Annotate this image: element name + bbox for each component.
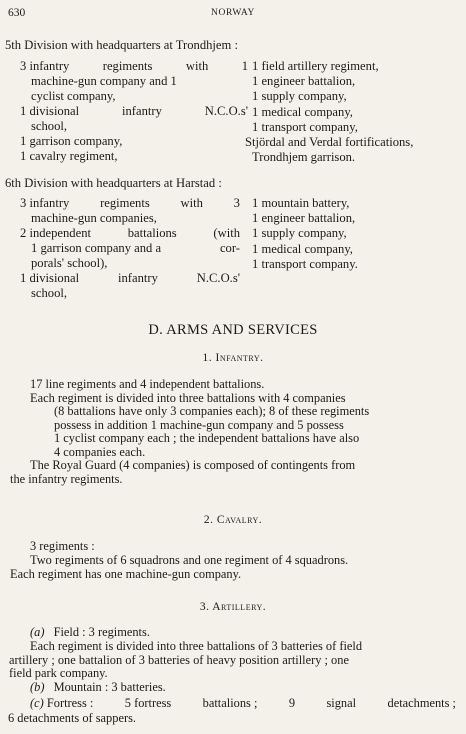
artillery-c-line-2: 6 detachments of sappers. [8,711,136,725]
cavalry-heading: 2. Cavalry. [203,514,263,526]
div6-left-line-4: 1 garrison company and a cor- [31,241,240,255]
div6-left-line-3: 2 independent battalions (with [20,226,240,240]
div5-left-line-1: 3 infantry regiments with 1 [20,59,248,73]
artillery-text: (a) Field : 3 regiments. Each regiment is divided into three battalions of 3 batteries of field artillery ; one battalion of 3 batteries of heavy position artillery ; one field park company. (b) Mountain : 3 batteries. [9,625,363,695]
div6-left-line-5: porals' school), [31,256,108,270]
artillery-b: (b) Mountain : 3 batteries. [30,680,166,695]
page-header [8,7,458,23]
artillery-a: (a) Field : 3 regiments. [30,625,150,639]
infantry-heading: 1. Infantry. [202,352,264,364]
div6-heading: 6th Division with headquarters at Harstad : [5,176,222,190]
div6-left-line-1: 3 infantry regiments with 3 [20,196,240,210]
artillery-heading: 3. Artillery. [199,601,267,613]
div5-heading: 5th Division with headquarters at Trondhjem : [5,38,238,52]
div5-left-line-4: 1 divisional infantry N.C.O.s' [20,104,248,118]
div5-right-list: 1 field artillery regiment, 1 engineer battalion, 1 supply company, 1 medical company, 1 transport company, Stjördal and Verdal fortifications, Trondhjem garrison. [245,59,414,165]
div5-left-list-2: school, 1 garrison company, 1 cavalry regiment, [20,119,123,164]
cavalry-text: 3 regiments : Two regiments of 6 squadrons and one regiment of 4 squadrons. Each regiment has one machine-gun company. [10,539,349,581]
section-title: D. ARMS AND SERVICES [148,322,318,338]
running-title: NORWAY [211,8,255,18]
div6-right-list: 1 mountain battery, 1 engineer battalion, 1 supply company, 1 medical company, 1 transport company. [252,196,358,271]
infantry-text: 17 line regiments and 4 independent battalions. Each regiment is divided into three battalions with 4 companies (8 battalions have only 3 companies each); 8 of these regiments possess in addition 1 machine-gun company and 5 possess 1 cyclist company each ; the independent battalions have also 4 companies each. The Royal Guard (4 companies) is composed of contingents from the infantry regiments. [10,377,370,486]
div5-left-list: machine-gun company and 1 cyclist company, [31,74,177,104]
div6-left-line-6: 1 divisional infantry N.C.O.s' [20,271,240,285]
div6-left-line-2: machine-gun companies, [31,211,157,225]
page-number: 630 [8,7,26,19]
div6-left-line-7: school, [31,286,68,300]
artillery-c: (c) Fortress : 5 fortress battalions ; 9 signal detachments ; [30,696,456,710]
